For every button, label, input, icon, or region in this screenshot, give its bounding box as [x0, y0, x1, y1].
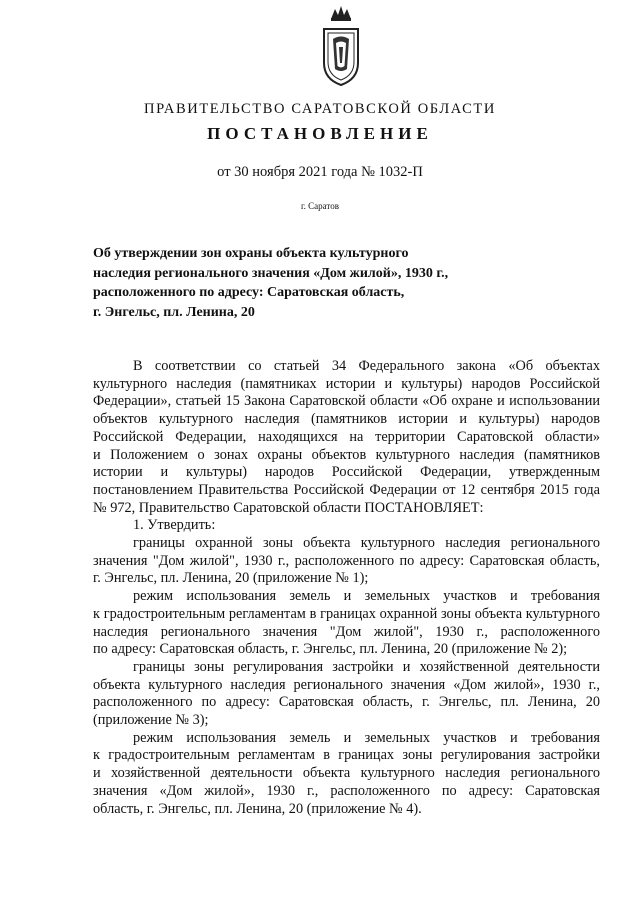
- body-line: и Положением о зонах охраны объектов культурного наследия (памятников: [93, 446, 600, 463]
- body-line: 1. Утвердить:: [133, 517, 216, 534]
- document-type: ПОСТАНОВЛЕНИЕ: [207, 124, 433, 143]
- body-line: расположенного по адресу: Саратовская область, г. Энгельс, пл. Ленина, 20: [93, 694, 600, 711]
- document-title: [93, 244, 461, 322]
- document-date-number: от 30 ноября 2021 года № 1032-П: [217, 164, 423, 180]
- saratov-coat-of-arms-icon: [319, 3, 363, 87]
- body-line: границы зоны регулирования застройки и хозяйственной деятельности: [133, 658, 600, 675]
- title-line: г. Энгельс, пл. Ленина, 20: [93, 304, 255, 320]
- title-line: наследия регионального значения «Дом жилой», 1930 г.,: [93, 265, 449, 281]
- body-line: В соответствии со статьей 34 Федерального закона «Об объектах: [133, 358, 600, 374]
- body-line: значения «Дом жилой», 1930 г., расположенного по адресу: Саратовская: [93, 782, 600, 799]
- body-line: режим использования земель и земельных участков и требования: [133, 588, 600, 605]
- body-line: постановлением Правительства Российской Федерации от 12 сентября 2015 года: [93, 481, 600, 498]
- body-line: г. Энгельс, пл. Ленина, 20 (приложение № 1);: [93, 570, 369, 587]
- title-line: расположенного по адресу: Саратовская область,: [93, 285, 405, 300]
- document-body: [93, 358, 600, 818]
- body-line: к градостроительным регламентам в границах охранной зоны объекта культурного: [93, 605, 600, 622]
- government-name: ПРАВИТЕЛЬСТВО САРАТОВСКОЙ ОБЛАСТИ: [144, 101, 496, 117]
- body-line: объекта культурного наследия регионального значения «Дом жилой», 1930 г.,: [93, 676, 600, 693]
- body-line: и хозяйственной деятельности объекта культурного наследия регионального: [93, 765, 600, 782]
- body-line: Федерации», статьей 15 Закона Саратовской области «Об охране и использовании: [93, 393, 600, 410]
- body-line: объектов культурного наследия (памятников истории и культуры) народов: [93, 411, 600, 428]
- body-line: к градостроительным регламентам в границах зоны регулирования застройки: [93, 747, 600, 764]
- body-line: режим использования земель и земельных участков и требования: [133, 729, 600, 746]
- body-line: по адресу: Саратовская область, г. Энгельс, пл. Ленина, 20 (приложение № 2);: [93, 641, 568, 658]
- body-line: истории и культуры) народов Российской Федерации, утвержденным: [93, 464, 600, 481]
- body-line: № 972, Правительство Саратовской области ПОСТАНОВЛЯЕТ:: [93, 499, 484, 516]
- title-line: Об утверждении зон охраны объекта культурного: [93, 246, 409, 261]
- body-line: область, г. Энгельс, пл. Ленина, 20 (приложение № 4).: [93, 800, 422, 817]
- document-city: г. Саратов: [301, 201, 339, 211]
- body-line: значения "Дом жилой", 1930 г., расположенного по адресу: Саратовская область,: [93, 552, 600, 569]
- body-line: культурного наследия (памятниках истории и культуры) народов Российской: [93, 375, 600, 392]
- body-line: Российской Федерации, находящихся на территории Саратовской области»: [93, 428, 600, 445]
- body-line: наследия регионального значения "Дом жилой", 1930 г., расположенного: [93, 623, 600, 640]
- body-line: границы охранной зоны объекта культурного наследия регионального: [133, 535, 600, 552]
- body-line: (приложение № 3);: [93, 712, 209, 729]
